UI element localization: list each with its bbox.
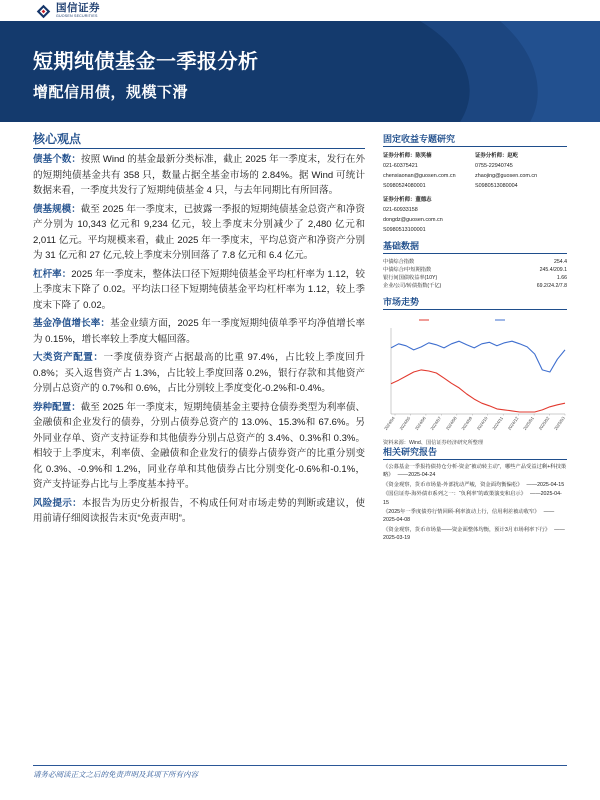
basic-data-section — [383, 240, 567, 290]
analyst-name: 证券分析师：陈笑楠 — [383, 153, 432, 159]
market-trend-section — [383, 296, 567, 446]
basic-data-value: 254.4 — [554, 259, 567, 265]
related-report-item[interactable] — [383, 490, 567, 507]
footer-divider — [33, 765, 567, 766]
basic-data-label: 银行间国债收益率(10Y) — [383, 275, 438, 281]
basic-data-row — [383, 258, 567, 266]
analyst-phone: 0755-22940745 — [475, 163, 513, 169]
logo-name-en: GUOSEN SECURITIES — [56, 13, 98, 18]
chart-source-note: 资料来源：Wind、国信证券经济研究所整理 — [383, 440, 484, 446]
related-report-title[interactable]: 《国信证券-海外债市系列之一：“负利率”的政策演变和启示》 — [383, 491, 527, 498]
core-point-bond-types — [33, 400, 365, 493]
report-title: 短期纯债基金一季报分析 — [33, 51, 259, 73]
related-report-title[interactable]: 《2025年一季度债券行情回顾-利率波动上行，信用利差被动收窄》 — [383, 509, 540, 516]
related-report-item[interactable] — [383, 526, 567, 543]
analyst-email[interactable]: dongdz@guosen.com.cn — [383, 217, 443, 223]
analyst-card — [383, 195, 475, 235]
analyst-license: S0980513080004 — [475, 183, 518, 189]
x-tick-label: 2024/10 — [475, 415, 489, 431]
x-tick-label: 2024/04 — [383, 415, 396, 431]
core-point-label: 债基个数： — [33, 154, 81, 165]
basic-data-label: 企业/公司/转债指数(千亿) — [383, 283, 442, 289]
core-point-text: 截至 2025 年一季度末，已披露一季报的短期纯债基金总资产和净资产分别为 10,343 亿元和 9,234 亿元，较上季度末分别减少了 2,480 亿元和 2,011 亿元。平均规模来看，截止 2025 年一季度末，平均总资产和净资产分别为 31 亿元和 27 亿元,较上季度末分别回落了 7.8 亿元和 6.4 亿元。 — [33, 203, 365, 261]
analyst-name: 证券分析师：董德志 — [383, 197, 432, 203]
core-point-label: 基金净值增长率： — [33, 318, 111, 329]
x-tick-label: 2024/12 — [506, 415, 520, 431]
core-point-risk-warning — [33, 496, 365, 527]
basic-data-value: 1.66 — [556, 275, 567, 281]
core-point-fund-size — [33, 202, 365, 264]
report-subtitle: 增配信用债，规模下滑 — [33, 84, 189, 101]
basic-data-row — [383, 266, 567, 274]
basic-data-value: 245.4/209.1 — [539, 267, 567, 273]
analyst-license: S0980524080001 — [383, 183, 426, 189]
report-category-heading: 固定收益专题研究 — [383, 133, 567, 147]
related-report-date: ——2025-03-19 — [383, 526, 565, 542]
core-point-label: 大类资产配置： — [33, 352, 104, 363]
core-point-label: 券种配置： — [33, 401, 81, 413]
basic-data-label: 中债综合指数 — [383, 259, 415, 265]
core-views-heading: 核心观点 — [33, 131, 365, 149]
core-views-section — [33, 131, 365, 530]
core-point-text: 按照 Wind 的基金最新分类标准，截止 2025 年一季度末，发行在外的短期纯债基金共有 358 只，数量占据全基金市场的 2.84%。据 Wind 可统计数据来看，一季度共发行了短期纯债基金 4 只，与去年同期比有所回落。 — [33, 154, 365, 196]
analyst-name: 证券分析师：赵屹 — [475, 153, 519, 159]
sidebar-header — [383, 133, 567, 147]
analyst-email[interactable]: chenxiaonan@guosen.com.cn — [383, 173, 456, 179]
core-point-label: 风险提示： — [33, 497, 82, 509]
related-report-item[interactable] — [383, 463, 567, 480]
core-point-text: 一季度债券资产占据最高的比重 97.4%，占比较上季度回升 0.8%；买入返售资产占 1.3%，占比较上季度回落 0.2%，银行存款和其他资产分别占总资产的 0.7%和 0.6%，占比分别较上季度变化-0.2%和-0.4%。 — [33, 352, 365, 394]
related-report-date: ——2025-04-24 — [397, 472, 436, 479]
x-tick-label: 2024/08 — [444, 415, 458, 431]
analyst-license: S0980513100001 — [383, 227, 426, 233]
core-point-text: 2025 年一季度末，整体法口径下短期纯债基金平均杠杆率为 1.12，较上季度末下降了 0.02。平均法口径下短期纯债基金平均杠杆率为 1.12，较上季度末下降了 0.02。 — [33, 268, 365, 311]
core-point-label: 杠杆率： — [33, 268, 72, 280]
analyst-list — [383, 151, 567, 239]
core-point-text: 本报告为历史分析报告，不构成任何对市场走势的判断或建议，使用前请仔细阅读报告末页“免责声明”。 — [33, 497, 365, 524]
related-report-title[interactable]: 《资金观察，货币市场量-外部扰动严峻，资金面均衡偏松》 — [383, 481, 523, 488]
x-tick-label: 2025/03 — [553, 415, 566, 431]
related-report-date: ——2025-04-08 — [383, 509, 555, 524]
core-point-label: 债基规模： — [33, 203, 81, 215]
title-banner — [0, 21, 600, 122]
analyst-phone: 021-60933158 — [383, 207, 418, 213]
core-point-nav-growth — [33, 316, 365, 347]
related-reports-heading: 相关研究报告 — [383, 446, 567, 460]
basic-data-value: 69.2/24.2/7.8 — [536, 283, 567, 289]
analyst-card — [475, 151, 567, 191]
x-tick-label: 2024/05 — [398, 415, 412, 431]
x-tick-label: 2024/06 — [413, 415, 427, 431]
basic-data-heading: 基础数据 — [383, 240, 567, 254]
logo-name-cn: 国信证券 — [56, 2, 100, 15]
x-tick-label: 2025/02 — [537, 415, 551, 431]
analyst-phone: 021-60375421 — [383, 163, 418, 169]
related-report-item[interactable] — [383, 481, 567, 489]
x-tick-label: 2024/11 — [491, 415, 505, 431]
basic-data-label: 中债综合/中短期指数 — [383, 267, 432, 273]
x-tick-label: 2024/09 — [460, 415, 474, 431]
series-line-1 — [391, 341, 565, 372]
core-point-text: 截至 2025 年一季度末，短期纯债基金主要持仓债券类型为利率债、金融债和企业发行的债券，分别占债券总资产的 13.0%、15.3%和 67.6%。另外同业存单、资产支持证券和其他债券分别占总资产的 3.4%、0.3%和 0.3%。相较于上季度末，利率债、金融债和企业发行的债券占债券资产的比重分别变化 0.3%、-0.9%和 1.2%，同业存单和其他债券占比分别变化-0.6%和-0.1%，资产支持证券占比与上季度基本持平。 — [33, 401, 365, 490]
x-tick-label: 2025/01 — [522, 415, 535, 431]
analyst-email[interactable]: zhaojing@guosen.com.cn — [475, 173, 538, 179]
related-report-title[interactable]: 《资金观察，货币市场量——资金面整体均衡，预计3月市场利率下行》 — [383, 526, 551, 533]
core-point-leverage — [33, 267, 365, 314]
related-reports-section — [383, 446, 567, 544]
basic-data-row — [383, 274, 567, 282]
basic-data-row — [383, 282, 567, 290]
core-point-text: 基金业绩方面，2025 年一季度短期纯债单季平均净值增长率为 0.15%，增长率较上季度大幅回落。 — [33, 318, 365, 345]
company-logo — [36, 1, 100, 21]
series-line-2 — [391, 370, 565, 412]
related-report-title[interactable]: 《公募基金一季报持债持仓分析-资金“被动转主动”，哪些产品受益过剩+科技策略》 — [383, 464, 567, 479]
core-point-asset-allocation — [33, 350, 365, 397]
footer-disclaimer: 请务必阅读正文之后的免责声明及其项下所有内容 — [33, 770, 198, 779]
related-report-item[interactable] — [383, 508, 567, 525]
core-point-fund-count — [33, 152, 365, 199]
market-trend-chart — [383, 310, 567, 434]
x-tick-label: 2024/07 — [429, 415, 443, 431]
analyst-card — [383, 151, 475, 191]
market-trend-heading: 市场走势 — [383, 296, 567, 310]
related-report-date: ——2025-04-15 — [383, 491, 562, 506]
guosen-logo-icon — [36, 4, 51, 19]
related-report-date: ——2025-04-15 — [526, 481, 565, 488]
